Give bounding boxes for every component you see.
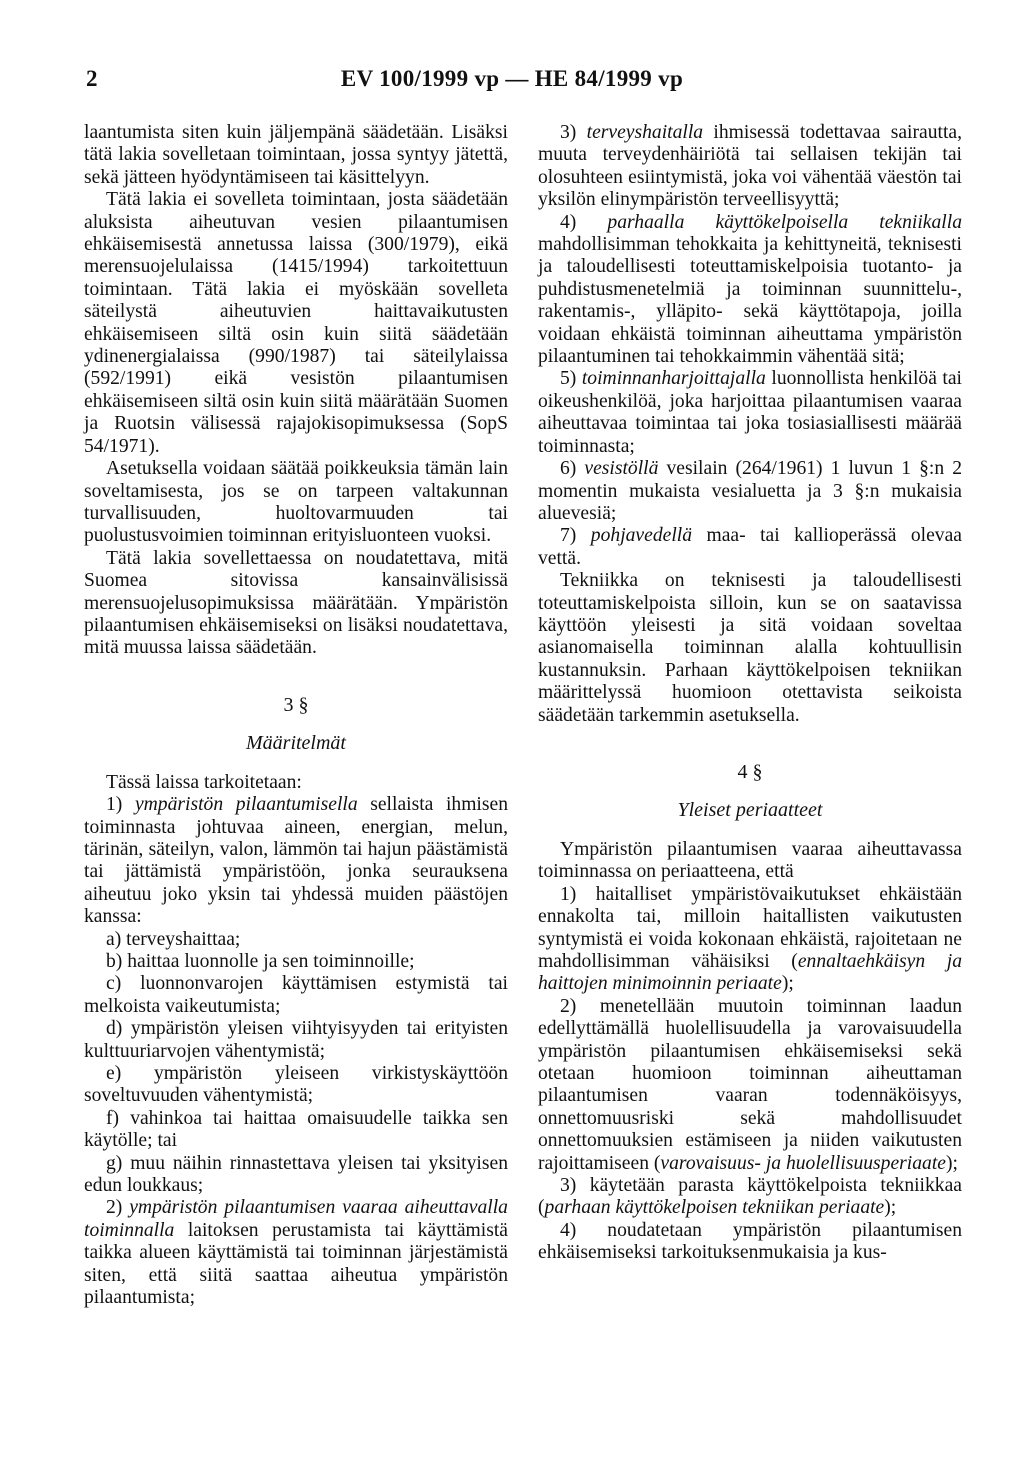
paragraph: Asetuksella voidaan säätää poikkeuksia tämän lain soveltamisesta, jos se on tarpeen valtakunnan turvallisuuden, huoltovarmuuden tai puolustusvoimien toiminnan erityisluonteen vuoksi. — [84, 458, 508, 547]
right-column — [538, 122, 962, 1265]
list-item: g) muu näihin rinnastettava yleisen tai yksityisen edun loukkaus; — [84, 1152, 508, 1197]
principle-name: parhaan käyttökelpoisen tekniikan periaate — [544, 1197, 885, 1219]
paragraph: Tässä laissa tarkoitetaan: — [106, 771, 302, 793]
principle-text: 1) haitalliset ympäristövaikutukset ehkäistään ennakolta tai, milloin haitallisten vaikutusten syntymistä ei voida kokonaan ehkäistä, rajoitetaan ne mahdollisimman vähäisiksi ( — [538, 883, 962, 972]
definition-item — [84, 1197, 508, 1309]
defined-term: ympäristön pilaantumisella — [134, 794, 358, 816]
principle-end: ); — [945, 1152, 958, 1174]
definition-item — [538, 368, 962, 458]
list-item: a) terveyshaittaa; — [106, 928, 241, 950]
list-item: f) vahinkoa tai haittaa omaisuudelle taikka sen käytölle; tai — [84, 1107, 508, 1152]
principle-name: varovaisuus- ja huolellisuusperiaate — [660, 1152, 946, 1174]
section-number: 3 § — [283, 693, 309, 716]
defined-term: parhaalla käyttökelpoisella tekniikalla — [607, 211, 962, 233]
principle-end: ); — [884, 1197, 897, 1219]
definition-text: maa- tai kallioperässä olevaa vettä. — [538, 525, 962, 569]
section-title: Yleiset periaatteet — [677, 798, 823, 821]
section-title: Määritelmät — [246, 731, 346, 754]
definition-text: vesilain (264/1961) 1 luvun 1 §:n 2 momentin mukaista vesialuetta ja 3 §:n mukaisia aluevesiä; — [538, 458, 962, 524]
left-column — [84, 122, 508, 1310]
defined-term: terveyshaitalla — [586, 122, 704, 143]
paragraph: Tätä lakia sovellettaessa on noudatettava, mitä Suomea sitovissa kansainvälisissä merensuojelusopimuksissa määrätään. Ympäristön pilaantumisen ehkäisemiseksi on lisäksi noudatettava, mitä muussa laissa säädetään. — [84, 547, 508, 659]
principle-item — [538, 996, 962, 1175]
principle-item — [538, 884, 962, 996]
defined-term: ympäristön pilaantumisen vaaraa aiheuttavalla toiminnalla — [84, 1197, 508, 1241]
principle-item — [538, 1175, 962, 1220]
item-prefix: 5) — [560, 368, 577, 390]
definition-item — [538, 525, 962, 570]
page-number: 2 — [86, 66, 98, 91]
definition-item — [84, 794, 508, 928]
definition-text: laitoksen perustamista tai käyttämistä taikka alueen käyttämistä tai toiminnan järjestämistä siten, että siitä saattaa aiheutua ympäristön pilaantumista; — [84, 1219, 508, 1309]
item-prefix: 1) — [106, 794, 123, 816]
list-item: b) haittaa luonnolle ja sen toiminnoille; — [106, 951, 415, 972]
defined-term: pohjavedellä — [590, 525, 692, 547]
list-item: e) ympäristön yleiseen virkistyskäyttöön soveltuvuuden vähentymistä; — [84, 1063, 508, 1107]
running-head: EV 100/1999 vp — HE 84/1999 vp — [340, 66, 684, 91]
definition-text: mahdollisimman tehokkaita ja kehittyneitä, teknisesti ja taloudellisesti toteuttamiskelpoisia tuotanto- ja puhdistusmenetelmiä ja toiminnan suunnittelu-, rakentamis-, ylläpito- sekä käyttötapoja, joilla voidaan ehkäistä toiminnan aiheuttama ympäristön pilaantuminen tai tehokkaimmin vähentää sitä; — [538, 234, 962, 368]
item-prefix: 2) — [106, 1197, 123, 1219]
defined-term: vesistöllä — [584, 458, 659, 480]
principle-name: ennaltaehkäisyn ja haittojen minimoinnin periaate — [538, 951, 963, 995]
principle-text: 3) käytetään parasta käyttökelpoista tekniikkaa ( — [538, 1175, 962, 1219]
paragraph: laantumista siten kuin jäljempänä säädetään. Lisäksi tätä lakia sovelletaan toimintaan, jossa syntyy jätettä, sekä jätteen hyödyntämiseen tai käsittelyyn. — [84, 122, 508, 188]
defined-term: toiminnanharjoittajalla — [581, 368, 766, 390]
definition-item — [538, 212, 962, 369]
paragraph: Ympäristön pilaantumisen vaaraa aiheuttavassa toiminnassa on periaatteena, että — [538, 838, 962, 883]
paragraph: Tätä lakia ei sovelleta toimintaan, josta säädetään aluksista aiheutuvan vesien pilaantumisen ehkäisemisestä annetussa laissa (300/1979), eikä merensuojelulaissa (1415/1994) tarkoitettuun toimintaan. Tätä lakia ei myöskään sovelleta säteilystä aiheutuvien haittavaikutusten ehkäisemiseen siltä osin kuin siitä säädetään ydinenergialaissa (990/1987) tai säteilylaissa (592/1991) eikä vesistön pilaantumisen ehkäisemiseen siltä osin kuin siitä määrätään Suomen ja Ruotsin välisessä rajajokisopimuksessa (SopS 54/1971). — [84, 189, 508, 457]
section-number: 4 § — [737, 760, 763, 783]
definition-text: ihmisessä todettavaa sairautta, muuta terveydenhäiriötä tai sellaisen tekijän tai olosuhteen esiintymistä, joka voi vähentää väestön tai yksilön elinympäristön terveellisyyttä; — [538, 122, 962, 211]
principle-item: 4) noudatetaan ympäristön pilaantumisen ehkäisemiseksi tarkoituksenmukaisia ja kus- — [538, 1219, 962, 1264]
definition-text: luonnollista henkilöä tai oikeushenkilöä, joka harjoittaa pilaantumisen vaaraa aiheuttavaa toimintaa tai joka tosiasiallisesti määrää toiminnasta; — [538, 368, 962, 457]
definition-item — [538, 122, 962, 212]
item-prefix: 4) — [560, 211, 577, 233]
definition-text: sellaista ihmisen toiminnasta johtuvaa aineen, energian, melun, tärinän, säteilyn, valon, lämmön tai hajun päästämistä tai jättämistä ympäristöön, jonka seurauksena aiheutuu joko yksin tai yhdessä muiden päästöjen kanssa: — [84, 794, 508, 928]
principle-text: 2) menetellään muutoin toiminnan laadun edellyttämällä huolellisuudella ja varovaisuudella ympäristön pilaantumisen ehkäisemiseksi sekä otetaan huomioon toiminnan aiheuttaman pilaantumisen vaaran todennäköisyys, onnettomuusriski sekä mahdollisuudet onnettomuuksien estämiseen ja niiden vaikutusten rajoittamiseen ( — [538, 995, 962, 1174]
list-item: d) ympäristön yleisen viihtyisyyden tai erityisten kulttuuriarvojen vähentymistä; — [84, 1018, 508, 1062]
paragraph: Tekniikka on teknisesti ja taloudellisesti toteuttamiskelpoista silloin, kun se on saatavissa käyttöön yleisesti ja sitä voidaan soveltaa asianomaisella toiminnan alalla kohtuullisin kustannuksin. Parhaan käyttökelpoisen tekniikan määrittelyssä huomioon otettavista seikoista säädetään tarkemmin asetuksella. — [538, 570, 962, 726]
item-prefix: 3) — [560, 122, 577, 143]
principle-end: ); — [781, 973, 794, 995]
item-prefix: 7) — [560, 525, 577, 547]
item-prefix: 6) — [560, 458, 577, 480]
list-item: c) luonnonvarojen käyttämisen estymistä tai melkoista vaikeutumista; — [84, 973, 508, 1017]
definition-item — [538, 458, 962, 525]
